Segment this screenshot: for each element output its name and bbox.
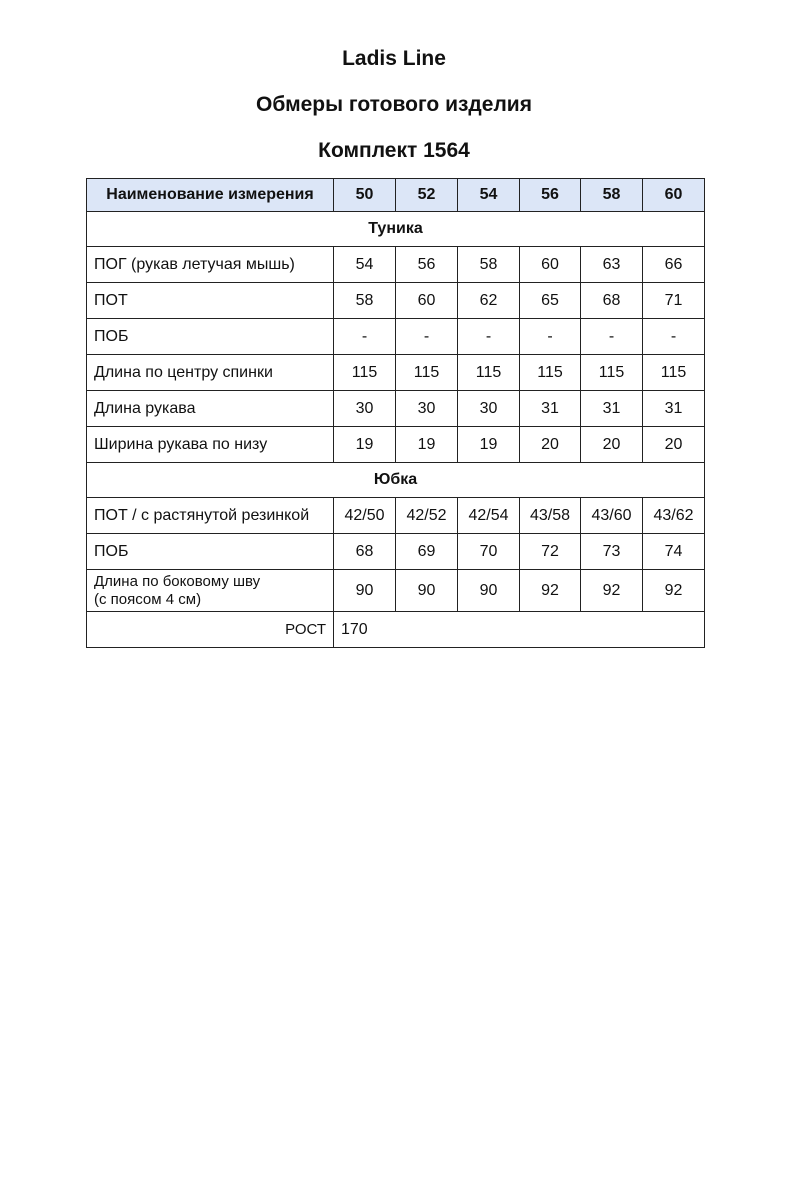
table-cell: 20 [520,427,581,463]
table-cell: 74 [643,534,705,570]
table-cell: 90 [396,570,458,612]
row-label: ПОБ [87,534,334,570]
table-cell: 68 [581,283,643,319]
height-label: РОСТ [87,612,334,648]
table-cell: 115 [334,355,396,391]
table-cell: 56 [396,247,458,283]
row-label: ПОГ (рукав летучая мышь) [87,247,334,283]
table-cell: 71 [643,283,705,319]
row-label: Ширина рукава по низу [87,427,334,463]
table-row [87,247,705,283]
row-label: Длина рукава [87,391,334,427]
table-cell: 30 [334,391,396,427]
table-cell: 115 [458,355,520,391]
table-cell: 19 [458,427,520,463]
header-measurement-name: Наименование измерения [87,179,334,212]
table-cell: 43/60 [581,498,643,534]
table-cell: 20 [643,427,705,463]
table-cell: 31 [581,391,643,427]
table-row [87,355,705,391]
table-cell: 58 [458,247,520,283]
table-cell: 43/58 [520,498,581,534]
row-label: ПОТ / с растянутой резинкой [87,498,334,534]
table-cell: 63 [581,247,643,283]
row-label-line: Длина по боковому шву [94,572,261,590]
section-title-skirt: Юбка [87,463,705,498]
table-cell: 58 [334,283,396,319]
table-cell: 115 [520,355,581,391]
table-cell: 30 [458,391,520,427]
table-cell: 115 [643,355,705,391]
table-header-row [87,179,705,212]
table-row [87,534,705,570]
table-row [87,391,705,427]
table-cell: 31 [520,391,581,427]
table-cell: - [458,319,520,355]
table-cell: 72 [520,534,581,570]
section-title-tunic: Туника [87,212,705,247]
header-size-56: 56 [520,179,581,212]
row-label-line: (с поясом 4 см) [94,590,202,608]
table-cell: 73 [581,534,643,570]
table-cell: - [581,319,643,355]
document-subtitle: Обмеры готового изделия [256,93,532,116]
height-value: 170 [334,612,705,648]
table-cell: 31 [643,391,705,427]
table-row [87,498,705,534]
table-row [87,427,705,463]
table-cell: 60 [396,283,458,319]
table-cell: 92 [581,570,643,612]
table-cell: 42/54 [458,498,520,534]
table-cell: 70 [458,534,520,570]
table-cell: - [396,319,458,355]
table-cell: 115 [581,355,643,391]
table-cell: 115 [396,355,458,391]
table-cell: - [643,319,705,355]
table-cell: 68 [334,534,396,570]
table-row [87,319,705,355]
brand-title: Ladis Line [342,47,446,70]
measurements-table [86,178,705,648]
table-row [87,570,705,612]
table-cell: 43/62 [643,498,705,534]
table-cell: 62 [458,283,520,319]
row-label: ПОТ [87,283,334,319]
header-size-60: 60 [643,179,705,212]
row-label: Длина по центру спинки [87,355,334,391]
section-row-tunic [87,212,705,247]
table-cell: 92 [520,570,581,612]
table-cell: 42/52 [396,498,458,534]
table-cell: 19 [334,427,396,463]
table-cell: 69 [396,534,458,570]
table-cell: 90 [334,570,396,612]
header-size-52: 52 [396,179,458,212]
table-cell: 42/50 [334,498,396,534]
header-size-54: 54 [458,179,520,212]
section-row-skirt [87,463,705,498]
product-title: Комплект 1564 [318,139,470,162]
table-cell: 20 [581,427,643,463]
row-label: ПОБ [87,319,334,355]
header-size-58: 58 [581,179,643,212]
header-size-50: 50 [334,179,396,212]
table-cell: 19 [396,427,458,463]
table-cell: - [520,319,581,355]
table-cell: - [334,319,396,355]
table-cell: 65 [520,283,581,319]
table-row [87,283,705,319]
table-cell: 66 [643,247,705,283]
height-row [87,612,705,648]
table-cell: 92 [643,570,705,612]
table-cell: 30 [396,391,458,427]
row-label [87,570,334,612]
table-cell: 54 [334,247,396,283]
table-cell: 90 [458,570,520,612]
table-cell: 60 [520,247,581,283]
